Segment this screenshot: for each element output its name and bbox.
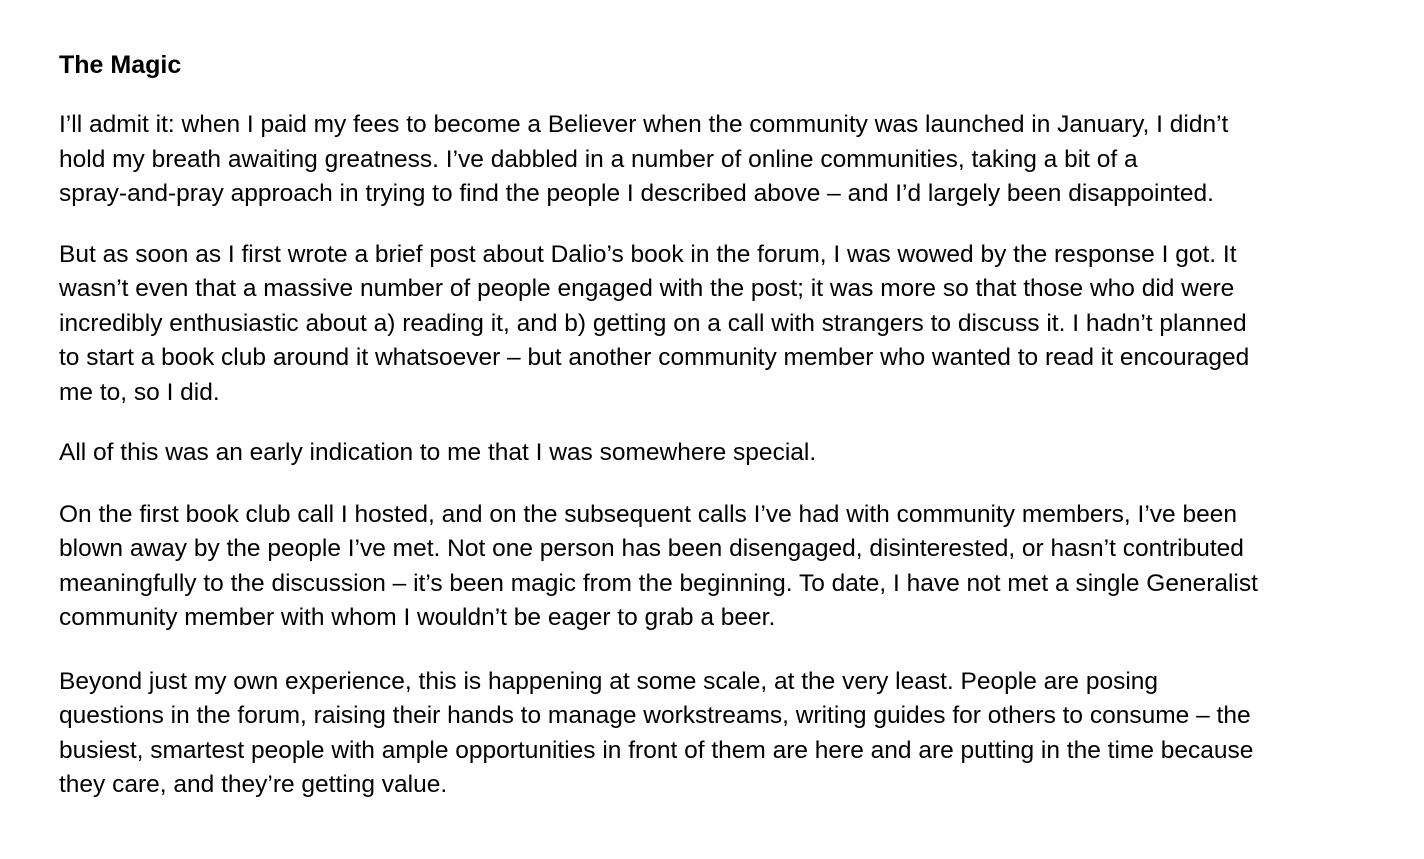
document-body (59, 47, 1359, 829)
paragraph-early-indication: All of this was an early indication to me that I was somewhere special. (59, 439, 817, 466)
paragraph-book-club-calls: On the first book club call I hosted, and on the subsequent calls I’ve had with community members, I’ve been blown away by the people I’ve met. Not one person has been disengaged, disinterested, or hasn’t contributed meaningfully to the discussion – it’s been magic from the beginning. To date, I have not met a single Generalist community member with whom I wouldn’t be eager to grab a beer. (59, 500, 1258, 631)
paragraph-believer-fees: I’ll admit it: when I paid my fees to become a Believer when the community was launched in January, I didn’t hold my breath awaiting greatness. I’ve dabbled in a number of online communities, taking a bit of a spray-and-pray approach in trying to find the people I described above – and I’d largely been disappointed. (59, 111, 1229, 207)
section-heading: The Magic (59, 51, 182, 79)
paragraph-community-scale: Beyond just my own experience, this is happening at some scale, at the very least. People are posing questions in the forum, raising their hands to manage workstreams, writing guides for others to consume – the busiest, smartest people with ample opportunities in front of them are here and are putting in the time because they care, and they’re getting value. (59, 667, 1254, 798)
paragraph-book-club-origin: But as soon as I first wrote a brief post about Dalio’s book in the forum, I was wowed by the response I got. It wasn’t even that a massive number of people engaged with the post; it was more so that those who did were incredibly enthusiastic about a) reading it, and b) getting on a call with strangers to discuss it. I hadn’t planned to start a book club around it whatsoever – but another community member who wanted to read it encouraged me to, so I did. (59, 240, 1250, 406)
